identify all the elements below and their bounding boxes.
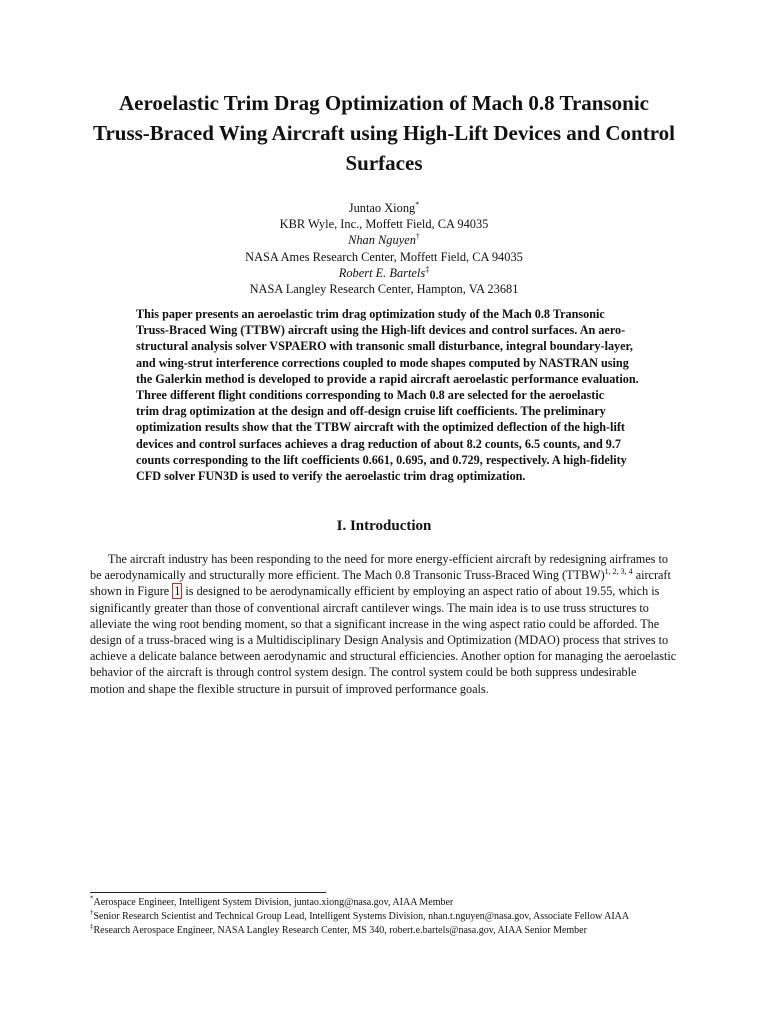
- author-1: [120, 200, 648, 216]
- footnote-divider: [90, 892, 326, 893]
- author-1-affiliation: KBR Wyle, Inc., Moffett Field, CA 94035: [279, 217, 489, 232]
- intro-line: design of a truss-braced wing is a Multidisciplinary Design Analysis and Optimization (MDAO) process that strives to: [90, 633, 669, 648]
- intro-line: behavior of the aircraft is through control system design. The control system could be both suppress undesirable: [90, 665, 637, 680]
- paper-title: [80, 88, 688, 178]
- author-1-name: Juntao Xiong: [348, 201, 416, 215]
- author-3: [120, 265, 648, 281]
- intro-text: aircraft: [632, 568, 671, 583]
- section-heading: I. Introduction: [336, 518, 432, 534]
- abstract-line: Truss-Braced Wing (TTBW) aircraft using the High-lift devices and control surfaces. An aero-: [136, 323, 626, 338]
- author-block: [120, 200, 648, 297]
- abstract-line: This paper presents an aeroelastic trim drag optimization study of the Mach 0.8 Transonic: [136, 307, 605, 321]
- intro-line: achieve a delicate balance between aerodynamic and structural efficiencies. Another option for managing the aeroelastic: [90, 649, 677, 664]
- intro-text: is designed to be aerodynamically efficient by employing an aspect ratio of about 19.55, which is: [182, 584, 660, 599]
- author-2: [120, 232, 648, 248]
- abstract-line: devices and control surfaces achieves a drag reduction of about 8.2 counts, 6.5 counts, and 9.7: [136, 436, 622, 451]
- intro-line: The aircraft industry has been responding to the need for more energy-efficient aircraft by redesigning airframes to: [108, 552, 668, 566]
- abstract-line: optimization results show that the TTBW aircraft with the optimized deflection of the high-lift: [136, 420, 625, 435]
- author-3-affiliation: NASA Langley Research Center, Hampton, VA 23681: [249, 282, 519, 297]
- abstract-line: trim drag optimization at the design and off-design cruise lift coefficients. The preliminary: [136, 404, 606, 419]
- title-line-2: Truss-Braced Wing Aircraft using High-Lift Devices and Control: [93, 121, 675, 145]
- footnote-3-mark: ‡: [90, 922, 94, 931]
- footnote-1: [90, 896, 690, 910]
- intro-line: [90, 583, 680, 599]
- footnote-3: [90, 924, 690, 938]
- citation-refs[interactable]: 1, 2, 3, 4: [604, 567, 633, 577]
- intro-text: be aerodynamically and structurally more efficient. The Mach 0.8 Transonic Truss-Braced Wing (TTBW): [90, 568, 605, 583]
- title-line-1: Aeroelastic Trim Drag Optimization of Mach 0.8 Transonic: [119, 91, 649, 115]
- footnotes: [90, 896, 690, 938]
- intro-line: [90, 567, 680, 583]
- abstract-line: structural analysis solver VSPAERO with transonic small disturbance, integral boundary-layer,: [136, 339, 633, 354]
- intro-text: shown in Figure: [90, 584, 173, 599]
- abstract-line: the Galerkin method is developed to provide a rapid aircraft aeroelastic performance evaluation.: [136, 371, 639, 386]
- author-2-mark: †: [415, 232, 420, 242]
- author-1-mark: *: [415, 199, 420, 209]
- abstract-line: counts corresponding to the lift coefficients 0.661, 0.695, and 0.729, respectively. A high-fidelity: [136, 452, 627, 467]
- author-3-name: Robert E. Bartels: [338, 265, 426, 280]
- footnote-2-text: Senior Research Scientist and Technical Group Lead, Intelligent Systems Division, nhan.t.nguyen@nasa.gov, Associate Fellow AIAA: [93, 911, 630, 922]
- footnote-1-text: Aerospace Engineer, Intelligent System Division, juntao.xiong@nasa.gov, AIAA Member: [93, 897, 454, 908]
- abstract-line: CFD solver FUN3D is used to verify the aeroelastic trim drag optimization.: [136, 469, 526, 484]
- figure-1-link[interactable]: 1: [174, 584, 181, 599]
- footnote-1-mark: *: [90, 894, 94, 903]
- abstract: [136, 306, 639, 484]
- author-2-affiliation: NASA Ames Research Center, Moffett Field, CA 94035: [245, 249, 523, 264]
- abstract-line: and wing-strut interference corrections coupled to mode shapes computed by NASTRAN using: [136, 355, 629, 370]
- footnote-3-text: Research Aerospace Engineer, NASA Langley Research Center, MS 340, robert.e.bartels@nasa.gov, AIAA Senior Member: [93, 925, 587, 936]
- author-3-mark: ‡: [425, 264, 430, 274]
- intro-line: alleviate the wing root bending moment, so that a significant increase in the wing aspect ratio could be afforded. The: [90, 616, 660, 631]
- footnote-2-mark: †: [90, 908, 94, 917]
- author-2-name: Nhan Nguyen: [348, 233, 416, 248]
- intro-line: motion and shape the flexible structure in pursuit of improved performance goals.: [90, 681, 489, 696]
- footnote-2: [90, 910, 690, 924]
- title-line-3: Surfaces: [345, 151, 423, 175]
- abstract-line: Three different flight conditions corresponding to Mach 0.8 are selected for the aeroelastic: [136, 388, 605, 403]
- intro-paragraph: [90, 551, 680, 697]
- intro-line: significantly greater than those of conventional aircraft cantilever wings. The main idea is to use truss structures to: [90, 600, 649, 615]
